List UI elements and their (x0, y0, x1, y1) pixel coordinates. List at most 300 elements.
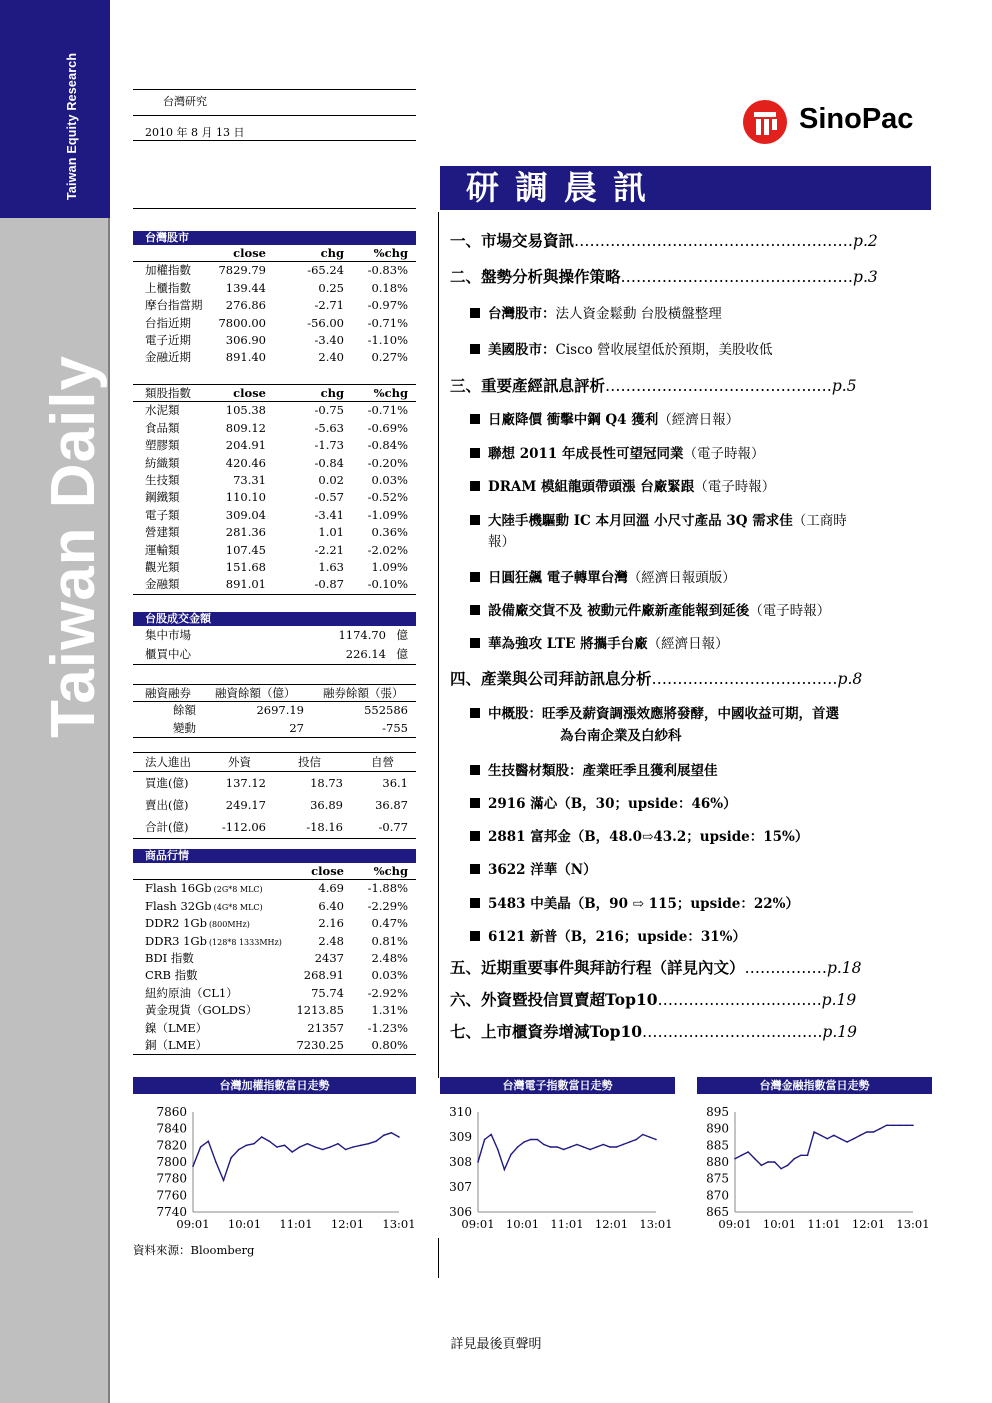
column-divider (438, 212, 439, 1078)
news-bullet (470, 475, 775, 495)
inst-row (133, 794, 416, 816)
sector-row (133, 489, 416, 506)
data-point (322, 1149, 324, 1151)
row-pct: 1.31% (371, 1003, 408, 1018)
row-pct: -0.97% (367, 298, 408, 313)
company-bullet (470, 702, 839, 744)
row-chg: -3.40 (314, 332, 344, 347)
row-pct: -1.88% (367, 881, 408, 896)
data-point (368, 1143, 370, 1145)
line-chart (440, 1100, 680, 1240)
report-title: 研調晨訊 (440, 166, 931, 210)
bullet-source: （電子時報） (694, 479, 776, 495)
row-chg: -65.24 (307, 263, 344, 278)
row-name: 電子近期 (145, 332, 191, 347)
data-point (912, 1125, 914, 1127)
bullet-square-icon (470, 572, 480, 582)
row-chg: -0.57 (314, 490, 344, 505)
x-tick-label: 10:01 (762, 1217, 797, 1231)
data-point (504, 1169, 506, 1171)
y-tick-label: 7760 (156, 1188, 187, 1203)
sidebar (0, 0, 110, 1403)
row-name-wrap (145, 950, 196, 968)
row-name: DDR3 1Gb (145, 933, 207, 948)
row-close: 276.86 (225, 298, 266, 313)
row-name: 加權指數 (145, 263, 191, 278)
chart-elec (440, 1100, 680, 1240)
row-close: 7800.00 (218, 315, 266, 330)
market-row (133, 297, 416, 314)
bullet-square-icon (470, 931, 480, 941)
margin-table (133, 684, 416, 738)
y-tick-label: 7800 (156, 1155, 187, 1169)
row-close: 2.48 (318, 933, 344, 948)
data-point (490, 1134, 492, 1136)
row-name: 餘額 (173, 703, 196, 718)
sector-row (133, 507, 416, 524)
col-close: close (311, 864, 344, 878)
inst-row (133, 816, 416, 838)
row-close: 268.91 (303, 968, 344, 983)
row-unit: 億 (396, 628, 408, 642)
x-tick-label: 11:01 (550, 1217, 584, 1231)
market-row (133, 262, 416, 279)
row-short: -755 (382, 720, 408, 735)
data-point (780, 1168, 782, 1170)
row-chg: -1.73 (314, 438, 344, 453)
row-name: CRB 指數 (145, 968, 198, 983)
data-point (517, 1146, 519, 1148)
bullet-source: （經濟日報頭版） (627, 570, 736, 586)
data-point (207, 1140, 209, 1142)
row-close: 809.12 (225, 420, 266, 435)
row-pct: -2.29% (367, 898, 408, 913)
row-trust: -18.16 (306, 820, 343, 834)
row-chg: 0.25 (318, 280, 344, 295)
y-tick-label: 7820 (156, 1138, 187, 1153)
data-point (892, 1125, 894, 1127)
row-name-wrap (145, 898, 263, 916)
commodity-table-title: 商品行情 (133, 849, 416, 863)
data-point (360, 1145, 362, 1147)
toc-item-2[interactable]: 二、盤勢分析與操作策略………………………………………p.3 (450, 267, 878, 286)
sector-row (133, 559, 416, 576)
data-point (642, 1134, 644, 1136)
row-pct: 0.03% (371, 968, 408, 983)
bullet-us-market: 美國股市：Cisco 營收展望低於預期，美股收低 (470, 338, 773, 358)
row-close: 2.16 (318, 916, 344, 931)
data-point (859, 1135, 861, 1137)
data-point (530, 1139, 532, 1141)
sector-row (133, 542, 416, 559)
x-tick-label: 11:01 (279, 1217, 313, 1231)
row-name: 紡織類 (145, 455, 180, 470)
data-point (833, 1135, 835, 1137)
data-point (602, 1144, 604, 1146)
toc-item-7[interactable]: 七、上市櫃資券增減Top10…………………….……….p.19 (450, 1022, 857, 1041)
data-point (337, 1143, 339, 1145)
row-name: 台指近期 (145, 315, 191, 330)
data-point (543, 1144, 545, 1146)
row-name: DDR2 1Gb (145, 916, 207, 931)
sector-row (133, 472, 416, 489)
row-name-wrap (145, 1020, 209, 1038)
row-sub: (2G*8 MLC) (213, 885, 263, 895)
logo-text: SinoPac (799, 103, 914, 135)
bullet-headline: 聯想 2011 年成長性可望冠同業 (488, 446, 684, 462)
data-point (563, 1149, 565, 1151)
series-line (193, 1133, 399, 1181)
bullet-source-cont: 報） (488, 534, 515, 550)
row-name: 觀光類 (145, 559, 180, 574)
row-chg: -5.63 (314, 420, 344, 435)
data-point (873, 1131, 875, 1133)
row-close: 4.69 (318, 881, 344, 896)
toc-item-5[interactable]: 五、近期重要事件與拜訪行程（詳見內文）…….………p.18 (450, 958, 862, 977)
col-margin: 融資融券 (145, 686, 191, 700)
row-close: 420.46 (225, 455, 266, 470)
data-point (622, 1144, 624, 1146)
data-point (284, 1145, 286, 1147)
column-divider-bottom (438, 1238, 439, 1278)
row-pct: -0.71% (367, 315, 408, 330)
header-rule-mid (133, 115, 416, 116)
data-point (616, 1146, 618, 1148)
header-rule-bottom (133, 140, 416, 141)
y-tick-label: 306 (449, 1205, 472, 1219)
inst-header-row (133, 753, 416, 772)
row-pct: 0.80% (371, 1037, 408, 1052)
data-point (291, 1151, 293, 1153)
y-tick-label: 7740 (156, 1205, 187, 1219)
bullet-square-icon (470, 605, 480, 615)
data-point (352, 1146, 354, 1148)
x-tick-label: 11:01 (807, 1217, 841, 1231)
row-name: 櫃買中心 (145, 647, 191, 661)
row-name: 紐約原油（CL1） (145, 985, 238, 1000)
volume-table-title: 台股成交金額 (133, 612, 416, 626)
source-note: 資料來源：Bloomberg (133, 1243, 255, 1257)
bullet-square-icon (470, 448, 480, 458)
data-point (741, 1155, 743, 1157)
bullet-headline: 日圓狂飆 電子轉單台灣 (488, 570, 628, 586)
col-pct: %chg (373, 386, 408, 400)
row-pct: 0.18% (371, 280, 408, 295)
bullet-square-icon (470, 708, 480, 718)
data-point (576, 1144, 578, 1146)
market-row (133, 280, 416, 297)
data-point (846, 1141, 848, 1143)
row-name: Flash 32Gb (145, 898, 212, 913)
col-pct: %chg (373, 246, 408, 260)
row-dealer: 36.1 (382, 776, 408, 790)
data-point (853, 1138, 855, 1140)
data-point (276, 1146, 278, 1148)
margin-header-row (133, 685, 416, 702)
news-bullet (470, 632, 729, 652)
row-pct: 0.81% (371, 933, 408, 948)
x-tick-label: 13:01 (639, 1217, 673, 1231)
sidebar-top-block (0, 0, 110, 218)
row-trust: 36.89 (310, 798, 343, 812)
row-pct: -2.92% (367, 985, 408, 1000)
bullet-headline: 2881 富邦金（B，48.0⇨43.2；upside：15%） (488, 829, 809, 845)
volume-row (133, 626, 416, 645)
bullet-headline: DRAM 模組龍頭帶頭漲 台廠緊跟 (488, 479, 695, 495)
x-tick-label: 12:01 (330, 1217, 365, 1231)
row-pct: -1.10% (367, 332, 408, 347)
row-close: 204.91 (225, 438, 266, 453)
row-close: 7230.25 (296, 1037, 344, 1052)
bullet-source: （工商時 (792, 513, 847, 529)
x-tick-label: 12:01 (851, 1217, 886, 1231)
y-tick-label: 7780 (156, 1171, 187, 1186)
col-sector: 類股指數 (145, 386, 191, 400)
row-chg: 1.63 (318, 559, 344, 574)
row-name: 金融近期 (145, 350, 191, 365)
row-chg: -0.84 (314, 455, 344, 470)
line-chart (133, 1100, 416, 1240)
row-name: 變動 (173, 720, 196, 735)
row-pct: 0.36% (371, 525, 408, 540)
row-name: 生技類 (145, 472, 180, 487)
sector-row (133, 455, 416, 472)
row-pct: -0.20% (367, 455, 408, 470)
commodity-row (133, 1020, 416, 1037)
chart-title-fin: 台灣金融指數當日走勢 (697, 1077, 932, 1094)
row-close: 891.01 (225, 577, 266, 592)
sinopac-logo-icon (742, 99, 790, 145)
bullet-square-icon (470, 515, 480, 525)
row-pct: -0.83% (367, 263, 408, 278)
col-close: close (233, 386, 266, 400)
company-bullet (470, 925, 746, 945)
row-pct: -1.23% (367, 1020, 408, 1035)
row-unit: 億 (396, 647, 408, 661)
market-table (133, 231, 416, 367)
row-name: 黃金現貨（GOLDS） (145, 1003, 258, 1018)
bullet-tw-market: 台灣股市：法人資金鬆動 台股橫盤整理 (470, 302, 722, 322)
row-chg: 2.40 (318, 350, 344, 365)
row-close: 891.40 (225, 350, 266, 365)
row-name-wrap (145, 933, 282, 951)
row-pct: 2.48% (371, 950, 408, 965)
company-bullet (470, 858, 597, 878)
commodity-row (133, 1002, 416, 1019)
row-name: 鎳（LME） (145, 1020, 208, 1035)
row-close: 75.74 (311, 985, 344, 1000)
toc-item-6[interactable]: 六、外資暨投信買賣超Top10…………………..…..….p.19 (450, 990, 857, 1009)
data-point (299, 1146, 301, 1148)
market-header-row (133, 245, 416, 262)
col-trust: 投信 (298, 755, 321, 769)
company-bullet (470, 792, 737, 812)
data-point (484, 1139, 486, 1141)
data-point (215, 1161, 217, 1163)
sinopac-logo (742, 99, 927, 145)
col-chg: chg (320, 246, 344, 260)
news-bullet (470, 566, 736, 586)
bullet-square-icon (470, 481, 480, 491)
institutional-table (133, 752, 416, 839)
row-short: 552586 (364, 703, 408, 718)
data-point (655, 1139, 657, 1141)
bullet-square-icon (470, 898, 480, 908)
toc-item-4[interactable]: 四、產業與公司拜訪訊息分析………………………………p.8 (450, 669, 863, 688)
company-bullet (470, 825, 808, 845)
row-close: 21357 (307, 1020, 344, 1035)
bullet-headline: 日廠降價 衝擊中鋼 Q4 獲利 (488, 412, 659, 428)
disclaimer-footer: 詳見最後頁聲明 (450, 1337, 542, 1352)
row-pct: -2.02% (367, 542, 408, 557)
commodity-row (133, 967, 416, 984)
toc-item-1[interactable]: 一、市場交易資訊………………………………………………p.2 (450, 231, 878, 250)
row-close: 105.38 (225, 403, 266, 418)
row-close: 6.40 (318, 898, 344, 913)
data-point (794, 1158, 796, 1160)
news-bullet (470, 599, 830, 619)
table-top-rule (133, 208, 416, 209)
row-pct: -0.84% (367, 438, 408, 453)
chart-taiex (133, 1100, 416, 1240)
row-name: 上櫃指數 (145, 280, 191, 295)
data-point (807, 1155, 809, 1157)
data-point (629, 1141, 631, 1143)
row-close: 7829.79 (218, 263, 266, 278)
row-close: 306.90 (225, 332, 266, 347)
news-bullet (470, 442, 764, 462)
row-name: 集中市場 (145, 628, 191, 642)
x-tick-label: 09:01 (718, 1217, 752, 1231)
bullet-square-icon (470, 864, 480, 874)
y-tick-label: 885 (706, 1138, 729, 1153)
volume-table (133, 612, 416, 665)
bullet-headline: 5483 中美晶（B，90 ⇨ 115；upside：22%） (488, 896, 799, 912)
data-point (800, 1155, 802, 1157)
bullet-source: （電子時報） (683, 446, 765, 462)
row-chg: -2.71 (314, 298, 344, 313)
data-point (767, 1161, 769, 1163)
commodity-row (133, 1037, 416, 1054)
x-tick-label: 13:01 (896, 1217, 930, 1231)
row-close: 309.04 (225, 507, 266, 522)
row-name-wrap (145, 915, 250, 933)
bullet-square-icon (470, 831, 480, 841)
data-point (253, 1143, 255, 1145)
toc-item-3[interactable]: 三、重要產經訊息評析…………………………………..…p.5 (450, 376, 857, 395)
commodity-row (133, 985, 416, 1002)
data-point (754, 1158, 756, 1160)
x-tick-label: 09:01 (176, 1217, 210, 1231)
row-pct: 0.27% (371, 350, 408, 365)
series-line (478, 1135, 656, 1170)
y-tick-label: 307 (449, 1180, 472, 1194)
sector-row (133, 437, 416, 454)
data-point (787, 1165, 789, 1167)
row-name-wrap (145, 967, 200, 985)
row-name-wrap (145, 880, 263, 898)
row-name: 食品類 (145, 420, 180, 435)
row-name: 合計(億) (145, 820, 189, 834)
commodity-row (133, 950, 416, 967)
row-name: 塑膠類 (145, 438, 180, 453)
news-bullet (470, 408, 739, 428)
row-sub: (4G*8 MLC) (213, 902, 263, 912)
sector-row (133, 420, 416, 437)
col-pct: %chg (373, 864, 408, 878)
commodity-table (133, 849, 416, 1055)
row-name: 賣出(億) (145, 798, 189, 812)
row-chg: -0.87 (314, 577, 344, 592)
research-label: Taiwan Equity Research (65, 52, 79, 200)
sector-row (133, 402, 416, 419)
x-tick-label: 13:01 (382, 1217, 416, 1231)
data-point (734, 1158, 736, 1160)
data-point (589, 1149, 591, 1151)
series-line (735, 1125, 913, 1168)
data-point (556, 1146, 558, 1148)
data-point (268, 1140, 270, 1142)
data-point (246, 1145, 248, 1147)
data-point (569, 1146, 571, 1148)
row-trust: 18.73 (310, 776, 343, 790)
company-bullet (470, 892, 799, 912)
sector-header-row (133, 385, 416, 402)
chart-fin (697, 1100, 932, 1240)
data-point (840, 1138, 842, 1140)
row-value: 1174.70 (338, 628, 386, 642)
bullet-headline: 大陸手機驅動 IC 本月回溫 小尺寸產品 3Q 需求佳 (488, 513, 793, 529)
bullet-square-icon (470, 765, 480, 775)
data-point (774, 1161, 776, 1163)
bullet-headline: 生技醫材類股：產業旺季且獲利展望佳 (488, 763, 718, 779)
data-point (826, 1138, 828, 1140)
data-point (383, 1135, 385, 1137)
data-point (906, 1125, 908, 1127)
data-point (398, 1136, 400, 1138)
row-name-wrap (145, 1037, 209, 1055)
data-point (345, 1149, 347, 1151)
data-point (307, 1143, 309, 1145)
x-tick-label: 09:01 (461, 1217, 495, 1231)
data-point (510, 1154, 512, 1156)
bullet-headline-cont: 為台南企業及白紗科 (560, 728, 682, 744)
data-point (391, 1132, 393, 1134)
commodity-row (133, 915, 416, 932)
row-pct: -0.69% (367, 420, 408, 435)
row-value: 226.14 (345, 647, 386, 661)
margin-row (133, 702, 416, 719)
row-close: 73.31 (233, 472, 266, 487)
col-margin-short: 融券餘額（張） (323, 686, 404, 700)
bullet-source: （電子時報） (749, 603, 831, 619)
row-pct: -0.10% (367, 577, 408, 592)
row-name: 買進(億) (145, 776, 189, 790)
chart-title-elec: 台灣電子指數當日走勢 (440, 1077, 675, 1094)
y-tick-label: 7860 (156, 1105, 187, 1119)
sector-table (133, 384, 416, 595)
col-chg: chg (320, 386, 344, 400)
daily-label: Taiwan Daily (39, 355, 108, 738)
row-name: 摩台指當期 (145, 298, 203, 313)
bullet-square-icon (470, 798, 480, 808)
commodity-row (133, 898, 416, 915)
data-point (886, 1125, 888, 1127)
data-point (230, 1157, 232, 1159)
x-tick-label: 10:01 (505, 1217, 540, 1231)
col-margin-long: 融資餘額（億） (215, 686, 296, 700)
row-chg: -56.00 (307, 315, 344, 330)
